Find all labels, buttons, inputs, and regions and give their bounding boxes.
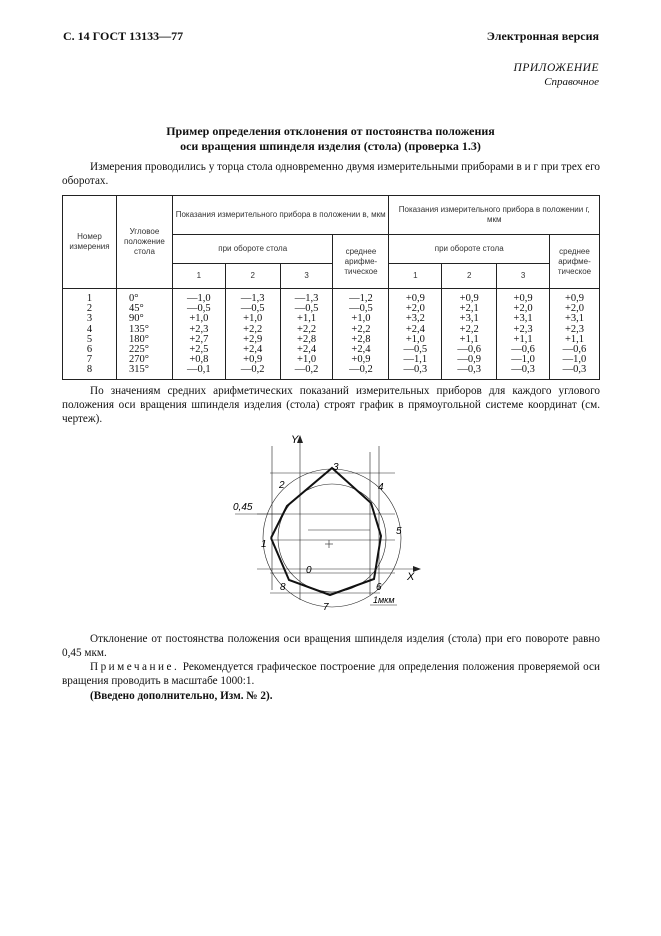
table-cell: —0,2 xyxy=(225,365,280,379)
polar-drawing xyxy=(225,430,425,615)
table-cell: +2,2 xyxy=(225,325,280,335)
table-cell: +2,3 xyxy=(172,325,225,335)
table-cell: +0,9 xyxy=(549,289,599,305)
table-cell: +1,0 xyxy=(172,314,225,324)
table-cell: 45° xyxy=(116,304,172,314)
section-title xyxy=(62,124,599,154)
table-cell: 270° xyxy=(116,355,172,365)
table-cell: —0,6 xyxy=(442,345,497,355)
table-row xyxy=(63,365,600,379)
point-label-5: 5 xyxy=(396,526,402,537)
section-title-line-2: оси вращения шпинделя изделия (стола) (проверка 1.3) xyxy=(180,139,481,153)
axis-label-y: Y xyxy=(291,434,299,446)
header-group-v: Показания измерительного прибора в положении в, мкм xyxy=(172,196,389,235)
table-cell: +2,8 xyxy=(280,335,333,345)
table-cell: +2,4 xyxy=(333,345,389,355)
table-cell: 0° xyxy=(116,289,172,305)
header-rev-3-v: 3 xyxy=(280,264,333,289)
scale-label: 1мкм xyxy=(373,595,395,605)
header-revolution-g: при обороте стола xyxy=(389,235,550,264)
table-cell: +2,0 xyxy=(389,304,442,314)
header-revolution-v: при обороте стола xyxy=(172,235,333,264)
table-cell: +3,2 xyxy=(389,314,442,324)
header-mean-g: среднее арифме-тическое xyxy=(549,235,599,289)
header-rev-1-v: 1 xyxy=(172,264,225,289)
appendix-label: ПРИЛОЖЕНИЕ xyxy=(513,62,599,74)
header-rev-3-g: 3 xyxy=(497,264,550,289)
table-cell: +1,1 xyxy=(442,335,497,345)
table-cell: —1,1 xyxy=(389,355,442,365)
table-cell: +2,4 xyxy=(225,345,280,355)
table-cell: 225° xyxy=(116,345,172,355)
table-cell: —0,5 xyxy=(225,304,280,314)
header-rev-2-v: 2 xyxy=(225,264,280,289)
table-cell: +2,7 xyxy=(172,335,225,345)
table-cell: +1,1 xyxy=(497,335,550,345)
table-cell: —1,0 xyxy=(549,355,599,365)
table-cell: +2,5 xyxy=(172,345,225,355)
table-cell: —0,6 xyxy=(549,345,599,355)
point-label-6: 6 xyxy=(376,582,382,593)
table-cell: +2,3 xyxy=(497,325,550,335)
table-cell: +1,1 xyxy=(549,335,599,345)
table-cell: +3,1 xyxy=(442,314,497,324)
point-label-4: 4 xyxy=(378,482,384,493)
table-cell: +0,9 xyxy=(225,355,280,365)
table-cell: 2 xyxy=(63,304,117,314)
table-cell: 7 xyxy=(63,355,117,365)
table-body xyxy=(63,289,600,380)
table-cell: —1,3 xyxy=(280,289,333,305)
header-mean-v: среднее арифме-тическое xyxy=(333,235,389,289)
table-cell: —0,5 xyxy=(333,304,389,314)
table-cell: —0,5 xyxy=(389,345,442,355)
header-number: Номер измерения xyxy=(63,196,117,289)
header-rev-1-g: 1 xyxy=(389,264,442,289)
table-cell: +2,4 xyxy=(389,325,442,335)
graph-paragraph: По значениям средних арифметических показаний измерительных приборов для каждого углового положения оси вращения шпинделя изделия (стола) строят график в прямоугольной системе координат (см. чертеж). xyxy=(62,385,600,425)
dimension-label: 0,45 xyxy=(233,502,253,513)
deviation-polygon xyxy=(271,468,381,595)
table-cell: 315° xyxy=(116,365,172,379)
table-cell: 3 xyxy=(63,314,117,324)
conclusion-paragraph: Отклонение от постоянства положения оси вращения шпинделя изделия (стола) при его повороте равно 0,45 мкм. xyxy=(62,633,600,659)
table-cell: —0,9 xyxy=(442,355,497,365)
note-text: Рекомендуется графическое построение для определения положения проверяемой оси вращения проводить в масштабе 1000:1. xyxy=(62,661,600,687)
table-cell: +1,0 xyxy=(280,355,333,365)
table-cell: +3,1 xyxy=(549,314,599,324)
header-rev-2-g: 2 xyxy=(442,264,497,289)
table-cell: +0,9 xyxy=(333,355,389,365)
axis-label-x: X xyxy=(407,571,415,583)
table-cell: 8 xyxy=(63,365,117,379)
table-cell: +0,8 xyxy=(172,355,225,365)
table-cell: —0,3 xyxy=(497,365,550,379)
table-cell: +1,0 xyxy=(333,314,389,324)
table-cell: 180° xyxy=(116,335,172,345)
table-cell: +2,3 xyxy=(549,325,599,335)
table-cell: 6 xyxy=(63,345,117,355)
table-cell: +0,9 xyxy=(442,289,497,305)
note-label: Примечание. xyxy=(90,661,180,673)
table-cell: —1,3 xyxy=(225,289,280,305)
table-cell: +0,9 xyxy=(497,289,550,305)
intro-paragraph: Измерения проводились у торца стола одновременно двумя измерительными приборами в и г при трех его оборотах. xyxy=(62,161,600,187)
point-label-2: 2 xyxy=(279,480,285,491)
point-label-3: 3 xyxy=(333,462,339,473)
table-cell: 1 xyxy=(63,289,117,305)
section-title-line-1: Пример определения отклонения от постоянства положения xyxy=(166,124,495,138)
header-group-g: Показания измерительного прибора в положении г, мкм xyxy=(389,196,600,235)
table-cell: 90° xyxy=(116,314,172,324)
table-cell: +2,0 xyxy=(549,304,599,314)
note-paragraph xyxy=(62,660,600,688)
table-row xyxy=(63,289,600,305)
table-cell: —0,3 xyxy=(442,365,497,379)
point-label-1: 1 xyxy=(261,539,267,550)
table-cell: —1,2 xyxy=(333,289,389,305)
table-cell: 5 xyxy=(63,335,117,345)
table-cell: —0,6 xyxy=(497,345,550,355)
table-cell: +1,1 xyxy=(280,314,333,324)
table-cell: 135° xyxy=(116,325,172,335)
table-cell: —0,5 xyxy=(280,304,333,314)
point-label-7: 7 xyxy=(323,602,329,613)
table-cell: +2,0 xyxy=(497,304,550,314)
table-cell: —0,5 xyxy=(172,304,225,314)
table-cell: +2,8 xyxy=(333,335,389,345)
table-cell: +2,4 xyxy=(280,345,333,355)
table-cell: +2,1 xyxy=(442,304,497,314)
origin-label: 0 xyxy=(306,565,312,576)
table-cell: +0,9 xyxy=(389,289,442,305)
table-cell: +2,2 xyxy=(442,325,497,335)
table-cell: —0,1 xyxy=(172,365,225,379)
point-label-8: 8 xyxy=(280,582,286,593)
table-cell: —1,0 xyxy=(497,355,550,365)
table-cell: +2,2 xyxy=(280,325,333,335)
appendix-note: Справочное xyxy=(544,76,599,88)
table-cell: +2,9 xyxy=(225,335,280,345)
table-cell: —0,3 xyxy=(549,365,599,379)
table-cell: 4 xyxy=(63,325,117,335)
table-cell: —0,3 xyxy=(389,365,442,379)
table-cell: +2,2 xyxy=(333,325,389,335)
page-header-right: Электронная версия xyxy=(486,29,599,43)
table-cell: +1,0 xyxy=(225,314,280,324)
table-cell: +1,0 xyxy=(389,335,442,345)
amendment-note: (Введено дополнительно, Изм. № 2). xyxy=(90,690,273,702)
header-angle: Угловое положение стола xyxy=(116,196,172,289)
measurement-table xyxy=(62,195,600,380)
table-cell: —1,0 xyxy=(172,289,225,305)
page-header-left: С. 14 ГОСТ 13133—77 xyxy=(63,29,184,43)
table-cell: —0,2 xyxy=(333,365,389,379)
table-cell: +3,1 xyxy=(497,314,550,324)
table-cell: —0,2 xyxy=(280,365,333,379)
